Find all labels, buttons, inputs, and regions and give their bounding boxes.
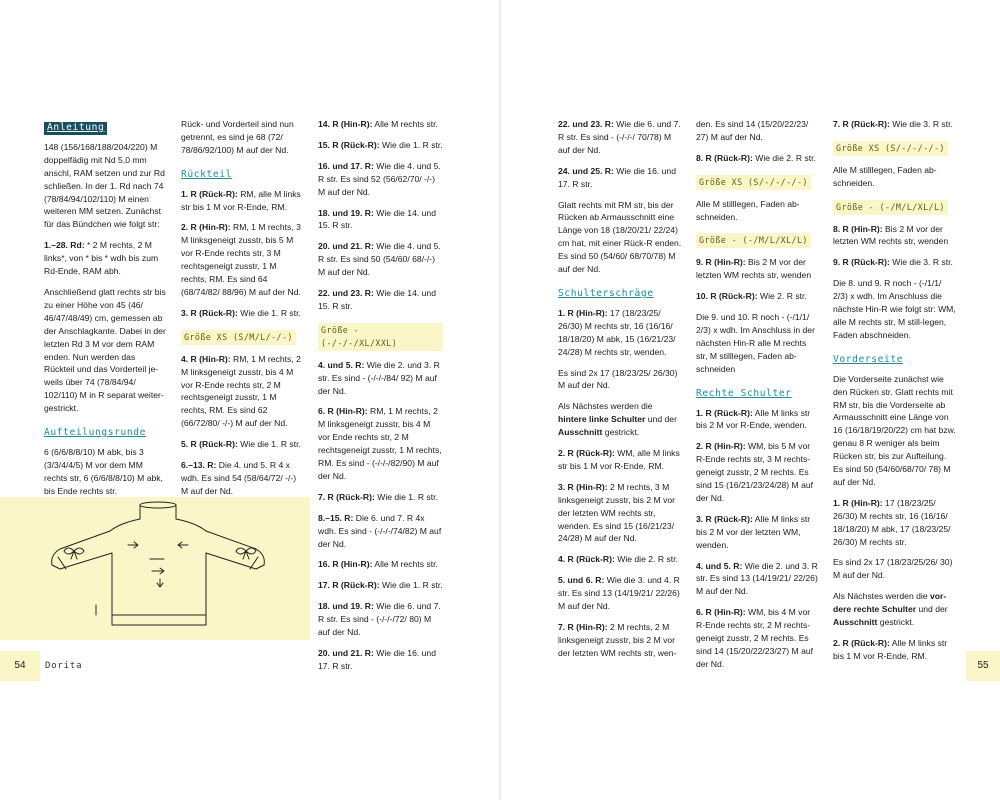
step-text: WM, bis 4 M vor R-Ende rechts str, 2 M rechts-geneigt zusstr, 2 M rechts. Es sind 14 (15/20/22/23/27) M auf der Nd. <box>696 607 814 669</box>
paragraph <box>318 405 443 482</box>
text: Als Nächstes werden die <box>833 591 930 602</box>
size-label: Größe XS (S/-/-/-/-) <box>696 175 811 190</box>
step-label: 4. R (Rück-R): <box>558 554 615 565</box>
step-text: Bis 2 M vor der letzten WM rechts str, wenden <box>696 257 812 281</box>
heading-aufteilungsrunde: Aufteilungsrunde <box>44 427 147 439</box>
size-label: Größe - (-/M/L/XL/L) <box>696 233 811 248</box>
step-label: 2. R (Hin-R): <box>181 222 231 233</box>
step-label: 1. R (Hin-R): <box>833 497 883 508</box>
step-label: 2. R (Rück-R): <box>558 448 615 459</box>
paragraph: Alle M stilllegen, Faden ab-schneiden. <box>833 164 937 188</box>
page-number-left <box>0 651 40 681</box>
step-text: RM, 1 M rechts, 2 M linksgeneigt zusstr, bis 4 M vor Ende rechts str, 2 M rechtsgeneigt zusstr, 1 M rechts, RM. Es sind - (-/-/-/82/90) M auf der Nd. <box>318 406 442 481</box>
step-text: RM, 1 M rechts, 2 M linksgeneigt zusstr, bis 4 M vor R-Ende rechts str, 2 M rechtsgeneigt zusstr, 1 M rechts, RM. Es sind 62 (66/72/80/ -/-) M auf der Nd. <box>181 353 301 429</box>
text: Als Nächstes werden die <box>558 401 653 412</box>
step-label: 4. und 5. R: <box>696 560 743 571</box>
step-text: Wie die 6. und 7. R str. Es sind - (-/-/-/72/ 80) M auf der Nd. <box>318 601 441 638</box>
heading-vorderseite: Vorderseite <box>833 353 904 365</box>
step-label: 22. und 23. R: <box>318 288 374 299</box>
paragraph <box>558 574 682 613</box>
page-number-text: 54 <box>14 660 26 671</box>
paragraph: Es sind 2x 17 (18/23/25/ 26/30) M auf der Nd. <box>558 367 678 391</box>
paragraph: 148 (156/168/188/204/220) M doppelfädig mit Nd 5,0 mm anschl, RAM setzen und zur Rd schließen. In der 1. Rd nach 74 (78/84/94/102/110) M einen weiteren MM setzen. Zunächst für das Bündchen wie folgt str: <box>44 141 165 230</box>
paragraph <box>318 600 443 639</box>
size-label: Größe - (-/M/L/XL/L) <box>833 200 948 215</box>
step-text: 2 M rechts, 2 M linksgeneigt zusstr, bis 2 M vor der letzten WM rechts str, wen- <box>558 622 677 658</box>
column-4 <box>558 118 682 668</box>
size-label: Größe XS (S/-/-/-/-) <box>833 141 948 156</box>
step-text: Alle M rechts str. <box>372 119 438 129</box>
step-text: Alle M links str bis 2 M vor der letzten WM, wenden. <box>696 513 811 550</box>
step-text: WM, alle M links str bis 1 M vor R-Ende, RM. <box>558 448 680 471</box>
sweater-drawing-icon <box>0 497 310 640</box>
step-label: 6.–13. R: <box>181 460 217 471</box>
step-text: Wie 2. R str. <box>757 291 807 302</box>
paragraph: Rück- und Vorderteil sind nun getrennt, es sind je 68 (72/ 78/86/92/100) M auf der Nd. <box>181 119 294 155</box>
step-label: 9. R (Hin-R): <box>696 257 746 268</box>
paragraph <box>558 400 682 439</box>
paragraph <box>318 558 443 571</box>
text: und der <box>645 414 677 425</box>
paragraph <box>696 290 820 303</box>
paragraph <box>318 512 443 551</box>
step-label: 2. R (Rück-R): <box>833 638 890 648</box>
paragraph <box>318 240 443 279</box>
step-label: 15. R (Rück-R): <box>318 139 380 150</box>
step-text: 2 M rechts, 3 M linksgeneigt zusstr, bis 2 M vor der letzten WM rechts str, wenden. Es sind 15 (16/21/23/ 24/28) M auf der Nd. <box>558 481 676 544</box>
step-text: 17 (18/23/25/ 26/30) M rechts str, 16 (16/16/ 18/18/20) M abk, 15 (16/21/23/ 24/28) M rechts str, wenden. <box>558 307 676 357</box>
step-label: 3. R (Rück-R): <box>696 513 753 524</box>
paragraph: Alle M stilllegen, Faden ab-schneiden. <box>696 198 800 222</box>
paragraph: Die Vorderseite zunächst wie den Rücken str. Glatt rechts mit RM str, bis die Vorderseite ab Armausschnitt eine Länge von 16 (16/18/19/20/22) cm hat bzw. genau 8 R weniger als beim Rücken str, bis zur Aufteilung. Es sind 50 (54/60/68/70/ 78) M auf der Nd. <box>833 373 956 487</box>
paragraph <box>558 621 682 660</box>
heading-rechte-schulter: Rechte Schulter <box>696 387 792 399</box>
paragraph: den. Es sind 14 (15/20/22/23/ 27) M auf der Nd. <box>696 119 809 142</box>
paragraph <box>181 353 303 430</box>
page-number-right <box>966 651 1000 681</box>
step-label: 16. und 17. R: <box>318 160 374 171</box>
paragraph <box>696 513 820 552</box>
emphasis: Ausschnitt <box>558 427 603 438</box>
step-text: Wie die 2. und 3. R str. Es sind - (-/-/-/84/ 92) M auf der Nd. <box>318 359 440 396</box>
step-text: Alle M links str bis 2 M vor R-Ende, wenden. <box>696 407 811 431</box>
column-2 <box>181 118 303 506</box>
step-text: Die 6. und 7. R 4x wdh. Es sind - (-/-/-/74/82) M auf der Nd. <box>318 512 442 549</box>
step-label: 18. und 19. R: <box>318 601 374 612</box>
paragraph <box>696 440 820 505</box>
size-label: Größe XS (S/M/L/-/-) <box>181 330 296 345</box>
step-text: Wie die 16. und 17. R str. <box>558 165 676 189</box>
step-text: Wie die 16. und 17. R str. <box>318 648 436 671</box>
heading-rueckteil: Rückteil <box>181 168 233 180</box>
step-text: Wie die 1. R str. <box>379 139 443 150</box>
step-label: 8. R (Rück-R): <box>696 152 753 163</box>
step-text: Wie die 14. und 15. R str. <box>318 207 436 231</box>
text: gestrickt. <box>602 427 640 438</box>
paragraph <box>318 647 443 673</box>
step-text: Wie die 3. R str. <box>889 119 953 129</box>
paragraph <box>318 139 443 152</box>
step-label: 1. R (Rück-R): <box>696 407 753 418</box>
paragraph <box>558 447 682 473</box>
emphasis: vor-dere rechte Schulter <box>833 591 947 615</box>
paragraph <box>833 590 957 629</box>
size-label: Größe - (-/-/-/XL/XXL) <box>318 323 443 351</box>
step-label: 10. R (Rück-R): <box>696 291 758 302</box>
text: gestrickt. <box>877 617 915 628</box>
step-label: 8. R (Hin-R): <box>833 223 883 234</box>
paragraph: Glatt rechts mit RM str, bis der Rücken ab Armausschnitt eine Länge von 18 (18/20/21/ 22/24) cm hat, mit einer Rück-R enden. Es sind 50 (54/60/ 68/70/78) M auf der Nd. <box>558 199 682 275</box>
paragraph <box>181 221 303 298</box>
column-6 <box>833 118 957 671</box>
paragraph <box>558 307 682 359</box>
emphasis: hintere linke Schulter <box>558 414 646 425</box>
step-label: 14. R (Hin-R): <box>318 119 373 129</box>
paragraph <box>318 207 443 233</box>
step-label: 17. R (Rück-R): <box>318 580 380 591</box>
step-label: 5. R (Rück-R): <box>181 439 238 450</box>
step-text: Wie die 6. und 7. R str. Es sind - (-/-/-/ 70/78) M auf der Nd. <box>558 119 681 155</box>
step-label: 16. R (Hin-R): <box>318 559 373 570</box>
step-text: Alle M rechts str. <box>372 559 438 570</box>
paragraph <box>44 239 166 278</box>
column-1 <box>44 118 166 506</box>
step-text: Wie die 3. und 4. R str. Es sind 13 (14/19/21/ 22/26) M auf der Nd. <box>558 575 680 612</box>
footer-brand: Dorita <box>45 661 83 671</box>
step-text: Bis 2 M vor der letzten WM rechts str, wenden <box>833 223 949 247</box>
step-label: 8.–15. R: <box>318 512 354 523</box>
step-label: 7. R (Rück-R): <box>318 491 375 502</box>
step-text: Wie die 4. und 5. R str. Es sind 52 (56/62/70/ -/-) M auf der Nd. <box>318 160 441 197</box>
step-label: 2. R (Hin-R): <box>696 441 746 452</box>
step-text: Wie die 2. R str. <box>614 554 678 565</box>
paragraph <box>318 118 443 131</box>
paragraph <box>558 165 682 191</box>
column-5 <box>696 118 820 679</box>
paragraph <box>696 256 820 282</box>
paragraph <box>696 606 820 671</box>
step-label: 24. und 25. R: <box>558 165 614 176</box>
step-text: RM, alle M links str bis 1 M vor R-Ende, RM. <box>181 188 301 212</box>
step-label: 3. R (Hin-R): <box>558 481 608 492</box>
step-text: Wie die 2. R str. <box>752 152 816 163</box>
paragraph <box>833 118 957 131</box>
step-label: 6. R (Hin-R): <box>696 607 746 618</box>
step-label: 4. R (Hin-R): <box>181 353 231 364</box>
paragraph: Es sind 2x 17 (18/23/25/26/ 30) M auf der Nd. <box>833 557 953 581</box>
step-label: 9. R (Rück-R): <box>833 257 890 268</box>
step-label: 20. und 21. R: <box>318 241 374 252</box>
sweater-illustration <box>0 497 310 640</box>
step-text: Alle M links str bis 1 M vor R-Ende, RM. <box>833 638 948 661</box>
step-text: RM, 1 M rechts, 3 M linksgeneigt zusstr, bis 5 M vor R-Ende rechts str, 3 M rechtsgeneigt zusstr, 1 M rechts, RM. Es sind 64 (68/74/82/ 88/96) M auf der Nd. <box>181 222 301 297</box>
step-text: Wie die 14. und 15. R str. <box>318 288 436 311</box>
step-text: Wie die 1. R str. <box>379 580 443 591</box>
step-text: Wie die 1. R str. <box>237 439 301 450</box>
step-label: 1. R (Hin-R): <box>558 307 608 318</box>
paragraph <box>696 560 820 599</box>
step-text: * 2 M rechts, 2 M links*, von * bis * wdh bis zum Rd-Ende, RAM abh. <box>44 240 159 277</box>
step-label: 3. R (Rück-R): <box>181 307 238 318</box>
paragraph <box>181 459 303 498</box>
paragraph <box>833 223 957 249</box>
paragraph <box>696 407 820 433</box>
paragraph: Die 8. und 9. R noch - (-/1/1/ 2/3) x wdh. Im Anschluss die nächste Hin-R wie folgt str: WM, alle M rechts str, M still-legen, Faden abschneiden. <box>833 278 956 340</box>
step-label: 5. und 6. R: <box>558 575 605 586</box>
step-text: Wie die 1. R str. <box>374 491 438 502</box>
paragraph <box>318 579 443 592</box>
paragraph <box>558 553 682 566</box>
text: und der <box>916 604 948 615</box>
paragraph <box>181 438 303 451</box>
paragraph <box>318 491 443 504</box>
step-label: 22. und 23. R: <box>558 119 614 129</box>
heading-schulterschraege: Schulterschräge <box>558 287 654 299</box>
paragraph: Die 9. und 10. R noch - (-/1/1/ 2/3) x wdh. Im Anschluss in der nächsten Hin-R alle M rechts str, M stilllegen, Faden ab-schneiden <box>696 312 815 374</box>
paragraph <box>318 287 443 313</box>
paragraph <box>181 188 303 214</box>
step-label: 18. und 19. R: <box>318 207 374 218</box>
page-number-text: 55 <box>977 660 989 671</box>
column-3 <box>318 118 443 681</box>
step-label: 6. R (Hin-R): <box>318 406 368 417</box>
paragraph <box>696 152 820 165</box>
emphasis: Ausschnitt <box>833 617 878 628</box>
step-text: Wie die 1. R str. <box>237 307 301 318</box>
paragraph <box>833 637 957 663</box>
step-text: 17 (18/23/25/ 26/30) M rechts str, 16 (16/16/ 18/18/20) M abk, 17 (18/23/25/ 26/30) M rechts str. <box>833 497 951 547</box>
step-label: 7. R (Hin-R): <box>558 622 608 632</box>
step-text: WM, bis 5 M vor R-Ende rechts str, 3 M rechts-geneigt zusstr, 2 M rechts. Es sind 15 (16/21/23/24/28) M auf der Nd. <box>696 441 814 503</box>
step-text: Die 4. und 5. R 4 x wdh. Es sind 54 (58/64/72/ -/-) M auf der Nd. <box>181 460 297 496</box>
paragraph <box>833 256 957 269</box>
step-label: 1.–28. Rd: <box>44 240 85 251</box>
paragraph <box>558 481 682 546</box>
paragraph <box>558 118 682 157</box>
step-text: Wie die 3. R str. <box>889 257 953 268</box>
paragraph: 6 (6/6/8/8/10) M abk, bis 3 (3/3/4/4/5) M vor dem MM rechts str, 6 (6/6/8/8/10) M abk, bis Ende rechts str. <box>44 446 163 496</box>
step-label: 1. R (Rück-R): <box>181 188 238 199</box>
paragraph: Anschließend glatt rechts str bis zu einer Höhe von 45 (46/ 46/47/48/49) cm, gemessen ab der Anschlagkante. Dabei in der letzten Rd 3 M vor dem RAM enden. Nun werden das Rückteil und das Vorderteil je-weils über 74 (78/84/94/ 102/110) M in R separat weiter-gestrickt. <box>44 286 166 414</box>
book-gutter <box>499 0 501 800</box>
step-label: 7. R (Rück-R): <box>833 119 890 129</box>
step-label: 20. und 21. R: <box>318 648 374 658</box>
heading-anleitung: Anleitung <box>44 122 107 135</box>
step-text: Wie die 4. und 5. R str. Es sind 50 (54/60/ 68/-/-) M auf der Nd. <box>318 241 441 278</box>
paragraph <box>833 497 957 549</box>
step-label: 4. und 5. R: <box>318 359 365 370</box>
paragraph <box>318 160 443 199</box>
step-text: Wie die 2. und 3. R str. Es sind 13 (14/19/21/ 22/26) M auf der Nd. <box>696 560 818 597</box>
paragraph <box>318 359 443 398</box>
paragraph <box>181 307 303 320</box>
